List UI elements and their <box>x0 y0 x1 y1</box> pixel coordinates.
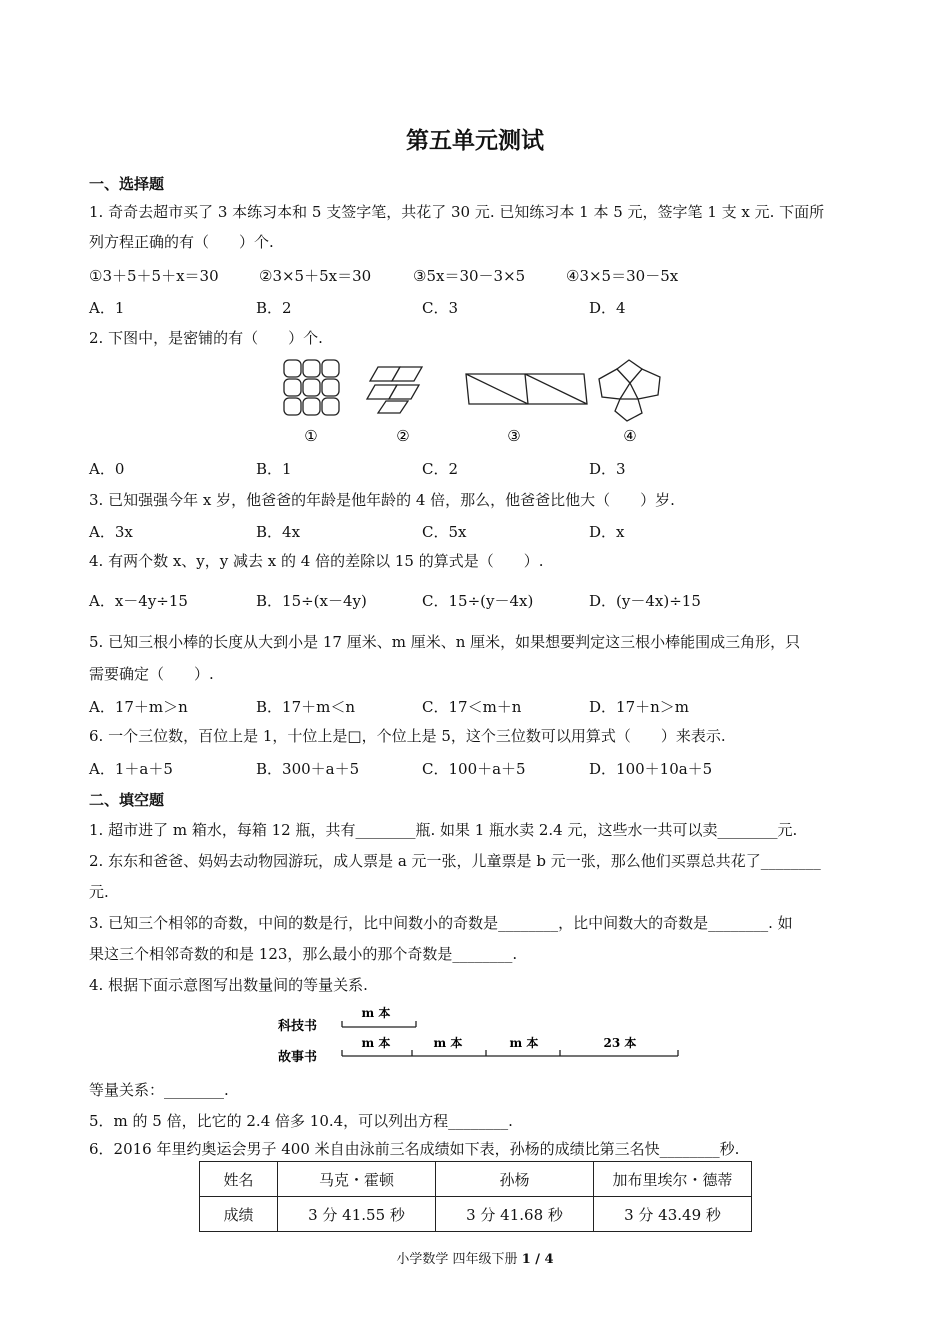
q2-option-c: C．2 <box>422 460 459 478</box>
page-number: 1 / 4 <box>521 1252 554 1267</box>
book-quantity-diagram <box>270 1000 690 1066</box>
q6-option-c: C．100＋a＋5 <box>422 760 526 778</box>
q1-eq1: ①3＋5＋5＋x＝30 <box>89 267 219 285</box>
f3-line2: 果这三个相邻奇数的和是 123，那么最小的那个奇数是________. <box>89 945 518 963</box>
q2-text: 2. 下图中，是密铺的有（ ）个. <box>89 329 323 347</box>
q6-option-b: B．300＋a＋5 <box>256 760 360 778</box>
figure-label-2: ② <box>396 427 410 445</box>
q5-option-b: B．17＋m＜n <box>256 698 355 716</box>
section-heading-fill: 二、填空题 <box>89 791 165 809</box>
q2-option-a: A．0 <box>89 460 125 478</box>
q3-option-b: B．4x <box>256 523 301 541</box>
q6-option-d: D．100＋10a＋5 <box>589 760 713 778</box>
q1-option-c: C．3 <box>422 299 459 317</box>
q1-eq2: ②3×5＋5x＝30 <box>259 267 372 285</box>
q4-option-a: A．x－4y÷15 <box>89 592 188 610</box>
swim-results-table <box>199 1161 752 1232</box>
q5-option-a: A．17＋m＞n <box>89 698 188 716</box>
table-cell: 加布里埃尔・德蒂 <box>594 1162 752 1197</box>
f2-line2: 元. <box>89 883 109 901</box>
q2-option-b: B．1 <box>256 460 292 478</box>
q6-text: 6. 一个三位数，百位上是 1，十位上是□，个位上是 5，这个三位数可以用算式（ ）来表示. <box>89 727 726 745</box>
q6-option-a: A．1＋a＋5 <box>89 760 173 778</box>
q4-option-c: C．15÷(y－4x) <box>422 592 534 610</box>
q1-eq3: ③5x＝30－3×5 <box>413 267 526 285</box>
q5-option-d: D．17＋n＞m <box>589 698 689 716</box>
figure-triangles <box>466 374 587 404</box>
footer-text: 小学数学 四年级下册 <box>396 1252 522 1267</box>
q1-line1: 1. 奇奇去超市买了 3 本练习本和 5 支签字笔，共花了 30 元. 已知练习本 1 本 5 元，签字笔 1 支 x 元. 下面所 <box>89 203 825 221</box>
f2-line1: 2. 东东和爸爸、妈妈去动物园游玩，成人票是 a 元一张，儿童票是 b 元一张，那么他们买票总共花了________ <box>89 852 821 870</box>
table-cell: 孙杨 <box>436 1162 594 1197</box>
q4-option-b: B．15÷(x－4y) <box>256 592 367 610</box>
figure-rounded-squares <box>284 360 339 415</box>
table-cell: 3 分 41.68 秒 <box>436 1197 594 1232</box>
f3-line1: 3. 已知三个相邻的奇数，中间的数是行，比中间数小的奇数是________，比中间数大的奇数是________. 如 <box>89 914 793 932</box>
table-cell: 成绩 <box>200 1197 278 1232</box>
table-row-scores <box>200 1197 752 1232</box>
q5-option-c: C．17＜m＋n <box>422 698 522 716</box>
diagram-seg-story-23: 23 本 <box>603 1036 637 1050</box>
q3-option-c: C．5x <box>422 523 467 541</box>
diagram-label-story: 故事书 <box>278 1050 318 1065</box>
figure-label-4: ④ <box>623 427 637 445</box>
q3-text: 3. 已知强强今年 x 岁，他爸爸的年龄是他年龄的 4 倍，那么，他爸爸比他大（ ）岁. <box>89 491 675 509</box>
figure-parallelograms <box>367 367 422 413</box>
f4-text: 4. 根据下面示意图写出数量间的等量关系. <box>89 976 368 994</box>
table-cell: 姓名 <box>200 1162 278 1197</box>
diagram-seg-story-2: m 本 <box>433 1036 463 1050</box>
f4-answer: 等量关系：________. <box>89 1081 229 1099</box>
q1-line2: 列方程正确的有（ ）个. <box>89 233 274 251</box>
table-cell: 3 分 41.55 秒 <box>278 1197 436 1232</box>
q3-option-a: A．3x <box>89 523 133 541</box>
q1-option-a: A．1 <box>89 299 125 317</box>
q5-line1: 5. 已知三根小棒的长度从大到小是 17 厘米、m 厘米、n 厘米，如果想要判定这三根小棒能围成三角形，只 <box>89 633 801 651</box>
page-footer <box>0 1248 950 1267</box>
q5-line2: 需要确定（ ）. <box>89 665 214 683</box>
f1-text: 1. 超市进了 m 箱水，每箱 12 瓶，共有________瓶. 如果 1 瓶水卖 2.4 元，这些水一共可以卖________元. <box>89 821 798 839</box>
diagram-seg-story-3: m 本 <box>509 1036 539 1050</box>
q4-text: 4. 有两个数 x、y，y 减去 x 的 4 倍的差除以 15 的算式是（ ）. <box>89 552 544 570</box>
table-row-header <box>200 1162 752 1197</box>
figure-label-1: ① <box>304 427 318 445</box>
table-cell: 3 分 43.49 秒 <box>594 1197 752 1232</box>
tessellation-figures <box>270 355 680 447</box>
q3-option-d: D．x <box>589 523 625 541</box>
f6-text: 6．2016 年里约奥运会男子 400 米自由泳前三名成绩如下表，孙杨的成绩比第三名快________秒. <box>89 1140 740 1158</box>
q4-option-d: D．(y－4x)÷15 <box>589 592 701 610</box>
f5-text: 5．m 的 5 倍，比它的 2.4 倍多 10.4，可以列出方程________. <box>89 1112 513 1130</box>
q1-eq4: ④3×5＝30－5x <box>566 267 679 285</box>
page-title: 第五单元测试 <box>406 127 544 154</box>
q2-option-d: D．3 <box>589 460 626 478</box>
figure-pentagons <box>599 360 660 421</box>
table-cell: 马克・霍顿 <box>278 1162 436 1197</box>
q1-option-b: B．2 <box>256 299 292 317</box>
figure-label-3: ③ <box>507 427 521 445</box>
q1-option-d: D．4 <box>589 299 626 317</box>
diagram-label-science: 科技书 <box>278 1019 318 1034</box>
diagram-seg-story-1: m 本 <box>361 1036 391 1050</box>
diagram-seg-science: m 本 <box>361 1006 391 1020</box>
section-heading-choice: 一、选择题 <box>89 175 165 193</box>
